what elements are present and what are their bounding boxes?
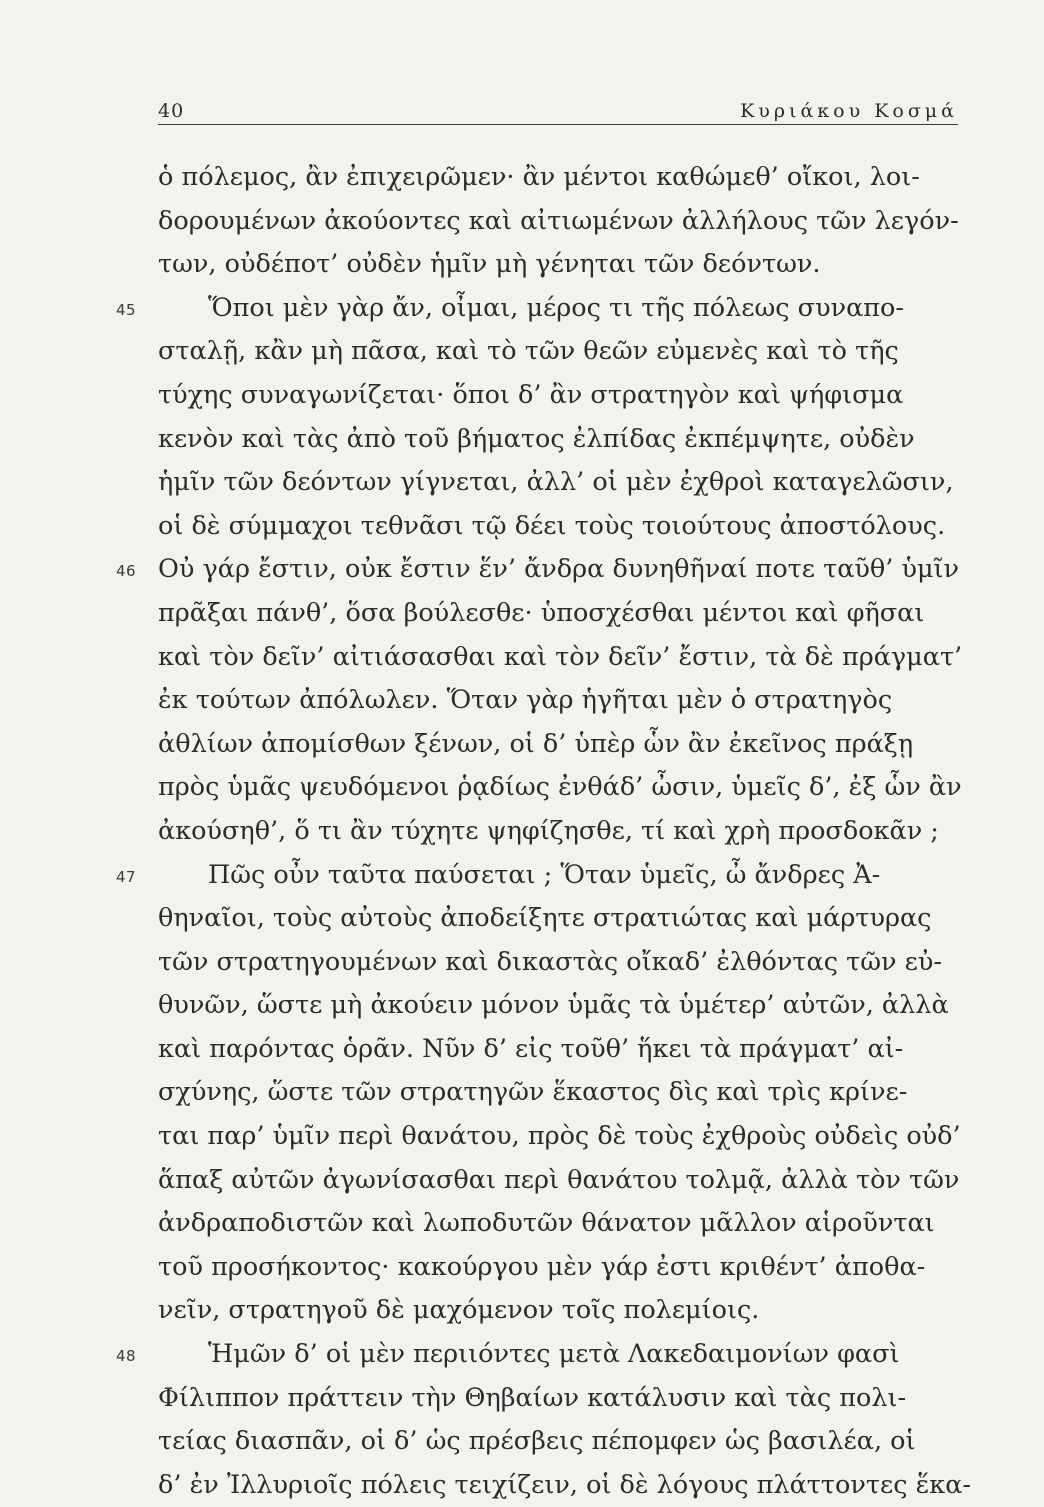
text-line xyxy=(0,941,1044,985)
line-text: καὶ τὸν δεῖν’ αἰτιάσασθαι καὶ τὸν δεῖν’ ἔστιν, τὰ δὲ πράγματ’ xyxy=(158,641,963,672)
text-line xyxy=(0,287,1044,331)
text-line xyxy=(0,156,1044,200)
line-text: θυνῶν, ὥστε μὴ ἀκούειν μόνον ὑμᾶς τὰ ὑμέτερ’ αὐτῶν, ἀλλὰ xyxy=(158,990,949,1021)
line-text: των, οὐδέποτ’ οὐδὲν ἡμῖν μὴ γένηται τῶν δεόντων. xyxy=(158,249,821,280)
section-number: 47 xyxy=(116,867,137,886)
text-line xyxy=(0,897,1044,941)
line-text: πρᾶξαι πάνθ’, ὅσα βούλεσθε· ὑποσχέσθαι μέντοι καὶ φῆσαι xyxy=(158,597,925,628)
text-line xyxy=(0,505,1044,549)
line-text: ὁ πόλεμος, ἂν ἐπιχειρῶμεν· ἂν μέντοι καθώμεθ’ οἴκοι, λοι- xyxy=(158,162,920,192)
line-text: θηναῖοι, τοὺς αὐτοὺς ἀποδείξητε στρατιώτας καὶ μάρτυρας xyxy=(158,903,932,934)
text-line xyxy=(0,461,1044,505)
page-header xyxy=(158,100,958,130)
text-line xyxy=(0,636,1044,680)
line-text: νεῖν, στρατηγοῦ δὲ μαχόμενον τοῖς πολεμίοις. xyxy=(158,1295,760,1326)
line-text: τοῦ προσήκοντος· κακούργου μὲν γάρ ἐστι κριθέντ’ ἀποθα- xyxy=(158,1251,926,1282)
line-text: Ἡμῶν δ’ οἱ μὲν περιιόντες μετὰ Λακεδαιμονίων φασὶ xyxy=(208,1339,900,1370)
line-text: σταλῇ, κἂν μὴ πᾶσα, καὶ τὸ τῶν θεῶν εὐμενὲς καὶ τὸ τῆς xyxy=(158,336,899,367)
line-text: ται παρ’ ὑμῖν περὶ θανάτου, πρὸς δὲ τοὺς ἐχθροὺς οὐδεὶς οὐδ’ xyxy=(158,1121,961,1152)
text-line xyxy=(0,374,1044,418)
text-line xyxy=(0,1202,1044,1246)
line-text: οἱ δὲ σύμμαχοι τεθνᾶσι τῷ δέει τοὺς τοιούτους ἀποστόλους. xyxy=(158,510,946,541)
line-text: δορουμένων ἀκούοντες καὶ αἰτιωμένων ἀλλήλους τῶν λεγόν- xyxy=(158,205,959,236)
line-text: ἅπαξ αὐτῶν ἀγωνίσασθαι περὶ θανάτου τολμᾷ, ἀλλὰ τὸν τῶν xyxy=(158,1164,960,1195)
text-line xyxy=(0,1115,1044,1159)
text-line xyxy=(0,984,1044,1028)
text-line xyxy=(0,1246,1044,1290)
line-text: τείας διασπᾶν, οἱ δ’ ὡς πρέσβεις πέπομφεν ὡς βασιλέα, οἱ xyxy=(158,1426,916,1457)
text-line xyxy=(0,200,1044,244)
body-text xyxy=(0,156,1044,1507)
text-line xyxy=(0,854,1044,898)
line-text: τύχης συναγωνίζεται· ὅποι δ’ ἂν στρατηγὸν καὶ ψήφισμα xyxy=(158,379,904,410)
line-text: ἐκ τούτων ἀπόλωλεν. Ὅταν γὰρ ἡγῆται μὲν ὁ στρατηγὸς xyxy=(158,685,893,716)
line-text: Οὐ γάρ ἔστιν, οὐκ ἔστιν ἕν’ ἄνδρα δυνηθῆναί ποτε ταῦθ’ ὑμῖν xyxy=(158,554,960,585)
text-line xyxy=(0,592,1044,636)
line-text: κενὸν καὶ τὰς ἀπὸ τοῦ βήματος ἐλπίδας ἐκπέμψητε, οὐδὲν xyxy=(158,423,915,454)
line-text: πρὸς ὑμᾶς ψευδόμενοι ῥᾳδίως ἐνθάδ’ ὦσιν, ὑμεῖς δ’, ἐξ ὧν ἂν xyxy=(158,772,962,803)
line-text: Φίλιππον πράττειν τὴν Θηβαίων κατάλυσιν καὶ τὰς πολι- xyxy=(158,1382,907,1413)
page-number: 40 xyxy=(158,100,185,122)
text-line xyxy=(0,548,1044,592)
line-text: ἀκούσηθ’, ὅ τι ἂν τύχητε ψηφίζησθε, τί καὶ χρὴ προσδοκᾶν ; xyxy=(158,815,939,846)
section-number: 48 xyxy=(116,1347,137,1366)
text-line xyxy=(0,418,1044,462)
text-line xyxy=(0,1420,1044,1464)
text-line xyxy=(0,330,1044,374)
running-title: Κυριάκου Κοσμά xyxy=(740,100,958,122)
text-line xyxy=(0,766,1044,810)
text-line xyxy=(0,1028,1044,1072)
section-number: 46 xyxy=(116,562,137,581)
text-line xyxy=(0,1377,1044,1421)
text-line xyxy=(0,810,1044,854)
line-text: καὶ παρόντας ὁρᾶν. Νῦν δ’ εἰς τοῦθ’ ἥκει τὰ πράγματ’ αἰ- xyxy=(158,1033,904,1064)
header-rule xyxy=(158,124,958,125)
line-text: ἀθλίων ἀπομίσθων ξένων, οἱ δ’ ὑπὲρ ὧν ἂν ἐκεῖνος πράξῃ xyxy=(158,728,914,759)
text-line xyxy=(0,1159,1044,1203)
line-text: δ’ ἐν Ἰλλυριοῖς πόλεις τειχίζειν, οἱ δὲ λόγους πλάττοντες ἕκα- xyxy=(158,1469,972,1500)
line-text: Ὅποι μὲν γὰρ ἄν, οἶμαι, μέρος τι τῆς πόλεως συναπο- xyxy=(208,292,905,323)
line-text: τῶν στρατηγουμένων καὶ δικαστὰς οἴκαδ’ ἐλθόντας τῶν εὐ- xyxy=(158,946,942,977)
text-line xyxy=(0,1071,1044,1115)
text-line xyxy=(0,679,1044,723)
text-line xyxy=(0,243,1044,287)
line-text: Πῶς οὖν ταῦτα παύσεται ; Ὅταν ὑμεῖς, ὦ ἄνδρες Ἀ- xyxy=(208,859,881,890)
text-line xyxy=(0,1333,1044,1377)
text-line xyxy=(0,1464,1044,1507)
line-text: ἡμῖν τῶν δεόντων γίγνεται, ἀλλ’ οἱ μὲν ἐχθροὶ καταγελῶσιν, xyxy=(158,467,954,498)
section-number: 45 xyxy=(116,300,137,319)
text-line xyxy=(0,1289,1044,1333)
line-text: ἀνδραποδιστῶν καὶ λωποδυτῶν θάνατον μᾶλλον αἱροῦνται xyxy=(158,1208,935,1239)
text-line xyxy=(0,723,1044,767)
line-text: σχύνης, ὥστε τῶν στρατηγῶν ἕκαστος δὶς καὶ τρὶς κρίνε- xyxy=(158,1077,908,1108)
